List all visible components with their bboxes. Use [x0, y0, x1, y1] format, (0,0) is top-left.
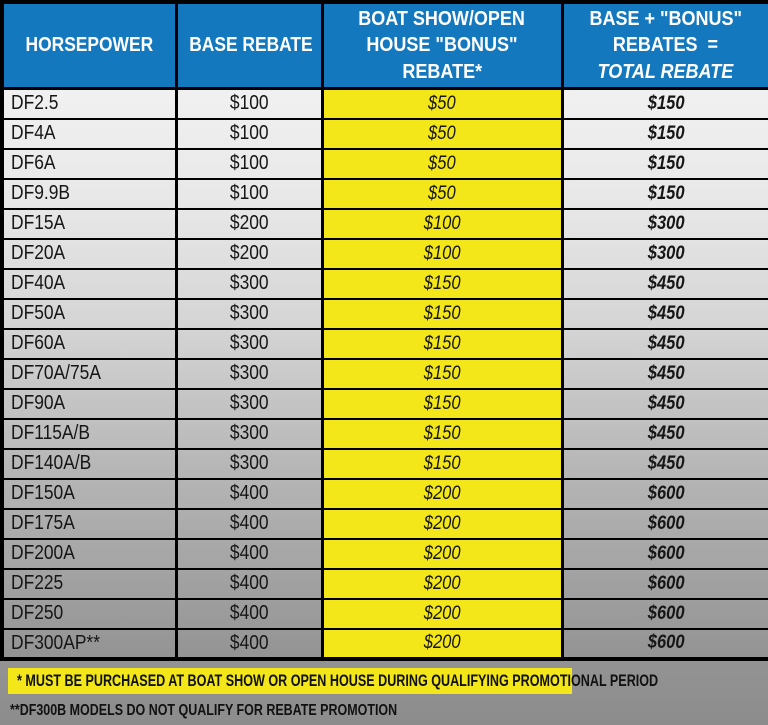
base-rebate-cell [176, 299, 322, 329]
model-label: DF9.9B [11, 182, 70, 205]
model-cell [2, 299, 176, 329]
base-rebate-cell [176, 569, 322, 599]
base-rebate-cell [176, 329, 322, 359]
bonus-rebate-cell [322, 269, 562, 299]
model-cell [2, 479, 176, 509]
column-header-horsepower-label: HORSEPOWER [25, 34, 154, 57]
model-label: DF300AP** [11, 631, 100, 654]
model-label: DF50A [11, 302, 66, 325]
total-rebate-value: $450 [647, 422, 685, 444]
model-label: DF2.5 [11, 92, 59, 115]
model-cell [2, 359, 176, 389]
bonus-header-line-1: BOAT SHOW/OPEN [358, 8, 526, 30]
base-rebate-cell [176, 389, 322, 419]
total-rebate-cell [562, 269, 768, 299]
model-cell [2, 419, 176, 449]
model-cell [2, 119, 176, 149]
bonus-rebate-value: $150 [423, 332, 461, 354]
column-header-horsepower [2, 2, 176, 89]
total-rebate-cell [562, 119, 768, 149]
model-label: DF4A [11, 122, 56, 145]
bonus-rebate-value: $200 [423, 632, 461, 654]
model-label: DF6A [11, 152, 56, 175]
total-rebate-value: $450 [647, 332, 685, 354]
total-rebate-value: $600 [647, 482, 685, 504]
model-label: DF200A [11, 542, 75, 565]
bonus-rebate-cell [322, 239, 562, 269]
base-rebate-value: $400 [229, 602, 269, 625]
column-header-bonus-rebate [322, 2, 562, 89]
bonus-rebate-cell [322, 119, 562, 149]
model-cell [2, 449, 176, 479]
table-row [2, 599, 768, 629]
bonus-rebate-cell [322, 479, 562, 509]
total-rebate-value: $450 [647, 452, 685, 474]
base-rebate-cell [176, 539, 322, 569]
bonus-footnote [8, 668, 659, 694]
bonus-rebate-value: $50 [428, 122, 456, 144]
bonus-rebate-value: $150 [423, 362, 461, 384]
total-header-line-2: REBATES = [613, 34, 719, 57]
total-rebate-value: $150 [647, 122, 685, 144]
model-cell [2, 89, 176, 119]
bonus-rebate-value: $200 [423, 542, 461, 564]
base-rebate-value: $300 [229, 302, 269, 325]
bonus-rebate-value: $150 [423, 272, 461, 294]
bonus-rebate-value: $50 [428, 152, 456, 174]
base-rebate-value: $300 [229, 452, 269, 475]
total-rebate-value: $300 [647, 212, 685, 234]
bonus-rebate-value: $150 [423, 302, 461, 324]
bonus-rebate-cell [322, 149, 562, 179]
model-label: DF70A/75A [11, 362, 101, 385]
base-rebate-cell [176, 509, 322, 539]
table-row [2, 509, 768, 539]
model-cell [2, 239, 176, 269]
bonus-rebate-value: $200 [423, 602, 461, 624]
base-rebate-cell [176, 269, 322, 299]
table-row [2, 389, 768, 419]
base-rebate-value: $400 [229, 542, 269, 565]
bonus-rebate-value: $50 [428, 182, 456, 204]
total-rebate-value: $600 [647, 572, 685, 594]
base-rebate-cell [176, 479, 322, 509]
base-rebate-cell [176, 179, 322, 209]
table-row [2, 329, 768, 359]
base-rebate-cell [176, 119, 322, 149]
model-cell [2, 599, 176, 629]
table-row [2, 629, 768, 659]
total-rebate-cell [562, 509, 768, 539]
total-rebate-value: $450 [647, 362, 685, 384]
base-rebate-value: $100 [229, 92, 269, 115]
bonus-rebate-cell [322, 389, 562, 419]
model-cell [2, 539, 176, 569]
table-row [2, 569, 768, 599]
model-label: DF250 [11, 602, 64, 625]
total-rebate-value: $600 [647, 512, 685, 534]
bonus-rebate-value: $200 [423, 482, 461, 504]
model-cell [2, 209, 176, 239]
bonus-rebate-value: $200 [423, 512, 461, 534]
total-rebate-value: $600 [647, 602, 685, 624]
total-rebate-cell [562, 449, 768, 479]
base-rebate-value: $400 [229, 512, 269, 535]
base-rebate-value: $300 [229, 392, 269, 415]
column-header-total-rebate [562, 2, 768, 89]
total-rebate-cell [562, 359, 768, 389]
table-row [2, 359, 768, 389]
table-row [2, 149, 768, 179]
column-header-base-rebate-label: BASE REBATE [188, 34, 313, 57]
bonus-rebate-cell [322, 419, 562, 449]
base-rebate-value: $100 [229, 182, 269, 205]
base-rebate-value: $200 [229, 212, 269, 235]
bonus-rebate-cell [322, 539, 562, 569]
base-rebate-value: $300 [229, 362, 269, 385]
bonus-rebate-cell [322, 629, 562, 659]
model-cell [2, 149, 176, 179]
rebate-table-header [2, 2, 768, 89]
bonus-rebate-cell [322, 359, 562, 389]
bonus-rebate-value: $50 [428, 92, 456, 114]
model-label: DF150A [11, 482, 75, 505]
model-label: DF15A [11, 212, 66, 235]
total-rebate-cell [562, 329, 768, 359]
total-rebate-cell [562, 299, 768, 329]
base-rebate-cell [176, 359, 322, 389]
header-row [2, 2, 768, 89]
total-rebate-cell [562, 389, 768, 419]
bonus-rebate-value: $150 [423, 452, 461, 474]
total-rebate-cell [562, 569, 768, 599]
bonus-rebate-cell [322, 179, 562, 209]
total-rebate-cell [562, 179, 768, 209]
base-rebate-cell [176, 419, 322, 449]
total-rebate-value: $300 [647, 242, 685, 264]
total-rebate-value: $600 [647, 542, 685, 564]
total-rebate-cell [562, 419, 768, 449]
model-cell [2, 329, 176, 359]
base-rebate-value: $400 [229, 482, 269, 505]
model-label: DF115A/B [11, 422, 90, 445]
model-label: DF175A [11, 512, 75, 535]
bonus-header-line-3: REBATE* [402, 60, 482, 83]
df300b-footnote [10, 702, 768, 720]
base-rebate-cell [176, 239, 322, 269]
base-rebate-cell [176, 89, 322, 119]
model-cell [2, 389, 176, 419]
base-rebate-value: $100 [229, 122, 269, 145]
total-rebate-value: $450 [647, 302, 685, 324]
bonus-rebate-cell [322, 449, 562, 479]
bonus-rebate-cell [322, 89, 562, 119]
model-label: DF90A [11, 392, 66, 415]
total-rebate-cell [562, 209, 768, 239]
base-rebate-value: $300 [229, 272, 269, 295]
base-rebate-cell [176, 629, 322, 659]
table-row [2, 239, 768, 269]
bonus-rebate-cell [322, 299, 562, 329]
total-rebate-value: $150 [647, 182, 685, 204]
total-rebate-cell [562, 89, 768, 119]
total-rebate-value: $450 [647, 272, 685, 294]
footnotes [0, 661, 768, 720]
table-row [2, 449, 768, 479]
bonus-rebate-cell [322, 569, 562, 599]
bonus-rebate-cell [322, 599, 562, 629]
table-row [2, 119, 768, 149]
table-row [2, 419, 768, 449]
bonus-rebate-cell [322, 329, 562, 359]
base-rebate-value: $100 [229, 152, 269, 175]
bonus-rebate-value: $100 [423, 212, 461, 234]
total-header-line-1: BASE + "BONUS" [589, 8, 743, 30]
bonus-rebate-value: $200 [423, 572, 461, 594]
base-rebate-cell [176, 149, 322, 179]
bonus-rebate-cell [322, 509, 562, 539]
table-row [2, 479, 768, 509]
total-rebate-cell [562, 629, 768, 659]
bonus-rebate-cell [322, 209, 562, 239]
total-rebate-cell [562, 239, 768, 269]
model-label: DF140A/B [11, 452, 92, 475]
total-rebate-cell [562, 149, 768, 179]
total-rebate-value: $150 [647, 152, 685, 174]
total-rebate-value: $600 [647, 632, 685, 654]
table-row [2, 209, 768, 239]
bonus-footnote-text: * MUST BE PURCHASED AT BOAT SHOW OR OPEN HOUSE DURING QUALIFYING PROMOTIONAL PERIOD [17, 670, 659, 690]
base-rebate-value: $400 [229, 631, 269, 654]
table-row [2, 299, 768, 329]
total-rebate-value: $450 [647, 392, 685, 414]
base-rebate-cell [176, 449, 322, 479]
total-rebate-cell [562, 479, 768, 509]
model-cell [2, 629, 176, 659]
model-cell [2, 179, 176, 209]
table-row [2, 539, 768, 569]
df300b-footnote-text: **DF300B MODELS DO NOT QUALIFY FOR REBATE PROMOTION [10, 701, 398, 719]
base-rebate-value: $300 [229, 332, 269, 355]
model-cell [2, 509, 176, 539]
base-rebate-value: $300 [229, 422, 269, 445]
total-rebate-cell [562, 599, 768, 629]
base-rebate-value: $200 [229, 242, 269, 265]
bonus-rebate-value: $150 [423, 392, 461, 414]
total-rebate-value: $150 [647, 92, 685, 114]
table-row [2, 179, 768, 209]
column-header-base-rebate [176, 2, 322, 89]
model-cell [2, 569, 176, 599]
model-label: DF60A [11, 332, 66, 355]
bonus-rebate-value: $100 [423, 242, 461, 264]
model-cell [2, 269, 176, 299]
model-label: DF20A [11, 242, 66, 265]
total-header-line-3: TOTAL REBATE [597, 60, 734, 83]
rebate-table-body [2, 89, 768, 659]
model-label: DF225 [11, 572, 64, 595]
base-rebate-value: $400 [229, 572, 269, 595]
model-label: DF40A [11, 272, 66, 295]
total-rebate-cell [562, 539, 768, 569]
bonus-rebate-value: $150 [423, 422, 461, 444]
base-rebate-cell [176, 209, 322, 239]
bonus-header-line-2: HOUSE "BONUS" [366, 34, 518, 57]
table-row [2, 89, 768, 119]
table-row [2, 269, 768, 299]
base-rebate-cell [176, 599, 322, 629]
